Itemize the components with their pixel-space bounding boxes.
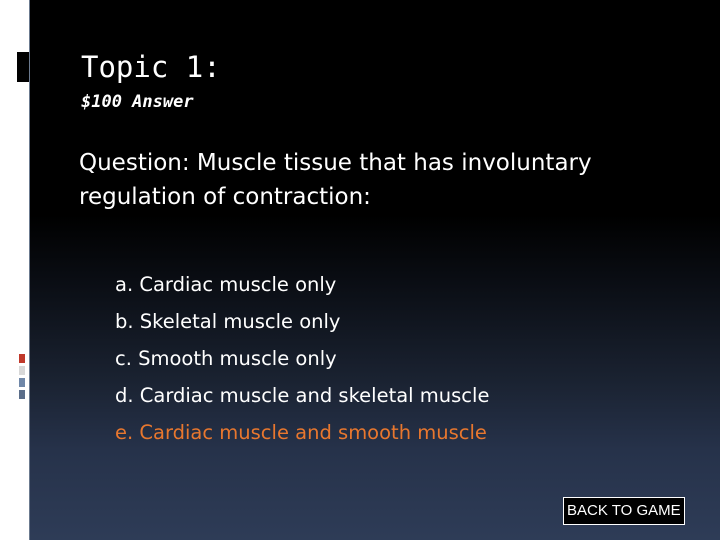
side-accent-mark (19, 366, 25, 375)
choice-c: c. Smooth muscle only (115, 347, 337, 370)
choice-b: b. Skeletal muscle only (115, 310, 341, 333)
answer-choices-list (115, 266, 489, 451)
topic-title: Topic 1: (81, 50, 221, 84)
choice-d: d. Cardiac muscle and skeletal muscle (115, 384, 490, 407)
topic-subtitle: $100 Answer (81, 92, 194, 112)
question-text: Question: Muscle tissue that has involuntary regulation of contraction: (79, 150, 592, 210)
side-accent-mark (19, 378, 25, 387)
side-accent-mark (19, 354, 25, 363)
left-edge-line (29, 0, 30, 540)
choice-a: a. Cardiac muscle only (115, 273, 337, 296)
title-accent-bar (17, 52, 29, 82)
side-accent-mark (19, 390, 25, 399)
back-to-game-button[interactable]: BACK TO GAME (563, 497, 685, 525)
choice-e: e. Cardiac muscle and smooth muscle (115, 421, 487, 444)
